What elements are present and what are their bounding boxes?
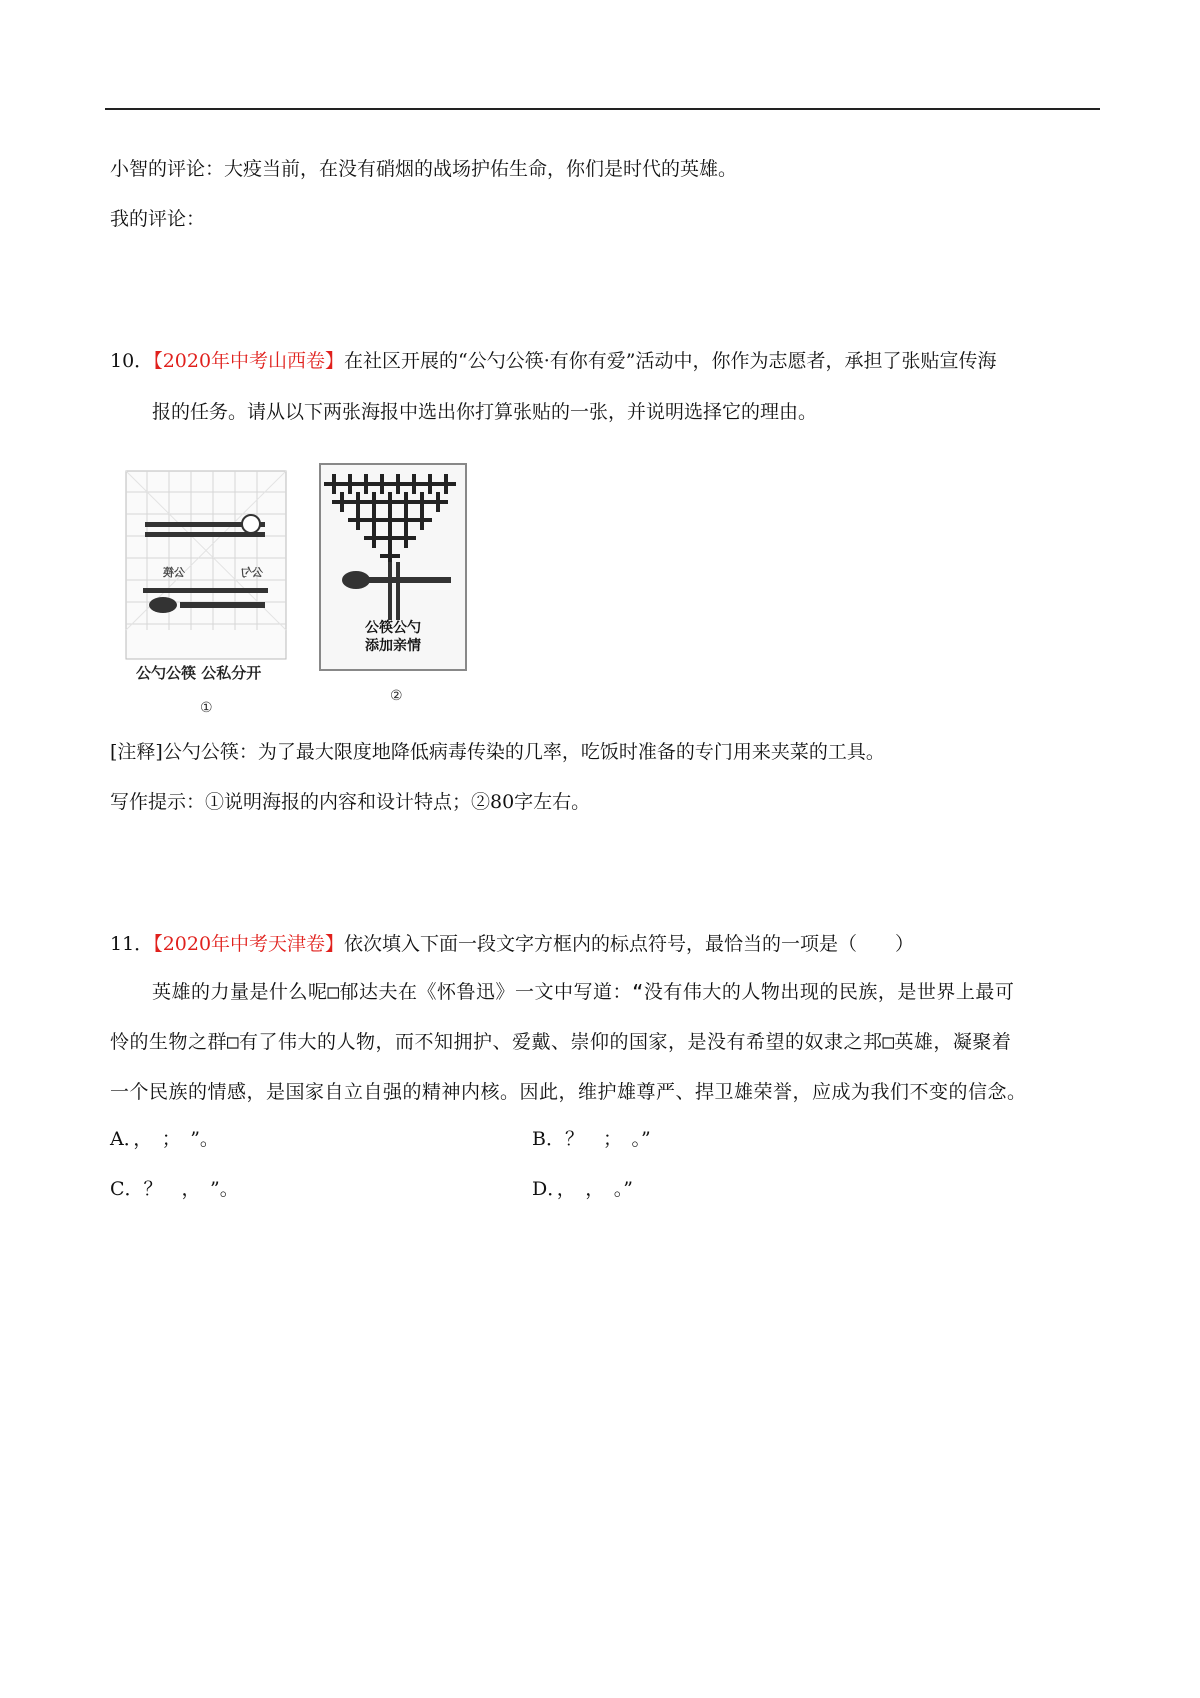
question-11-passage	[110, 967, 1100, 1117]
question-source: 【2020年中考天津卷】	[153, 933, 345, 955]
poster-1-image	[125, 470, 290, 660]
poster-2-slogan-line2: 添加亲情	[365, 638, 421, 654]
question-10-line2: 报的任务。请从以下两张海报中选出你打算张贴的一张，并说明选择它的理由。	[152, 401, 818, 423]
note-text: [注释]公勺公筷：为了最大限度地降低病毒传染的几率，吃饭时准备的专门用来夹菜的工具。	[110, 741, 885, 763]
poster-2-label: ②	[390, 688, 403, 704]
header-rule	[105, 108, 1100, 110]
poster-1-mirror-left: 公筷	[163, 566, 185, 579]
option-a[interactable]: A．， ； ”。	[110, 1128, 219, 1150]
poster-1-caption: 公勺公筷 公私分开	[136, 664, 262, 682]
poster-1-mirror-right: 公勺	[241, 566, 263, 579]
comment-mine: 我的评论：	[110, 208, 206, 230]
question-11-line1	[110, 930, 914, 958]
option-c[interactable]: C．？ ， ”。	[110, 1178, 239, 1200]
poster-2-slogan-line1: 公筷公勺	[365, 620, 421, 636]
question-number: 11．	[110, 933, 154, 955]
question-source: 【2020年中考山西卷】	[153, 350, 345, 372]
writing-hint: 写作提示：①说明海报的内容和设计特点；②80字左右。	[110, 791, 591, 813]
passage-line-2: 怜的生物之群□有了伟大的人物，而不知拥护、爱戴、崇仰的国家，是没有希望的奴隶之邦□英雄，凝聚着	[110, 1031, 1012, 1053]
question-text: 依次填入下面一段文字方框内的标点符号，最恰当的一项是（ ）	[344, 933, 915, 955]
question-text: 在社区开展的“公勺公筷·有你有爱”活动中，你作为志愿者，承担了张贴宣传海	[344, 350, 997, 372]
poster-2-image	[318, 462, 470, 674]
option-b[interactable]: B．？ ； 。”	[532, 1128, 651, 1150]
comment-xiaozhi: 小智的评论：大疫当前，在没有硝烟的战场护佑生命，你们是时代的英雄。	[110, 158, 738, 180]
question-10-line1	[110, 347, 997, 375]
poster-1-label: ①	[200, 700, 213, 716]
passage-line-1: 英雄的力量是什么呢□郁达夫在《怀鲁迅》一文中写道：“没有伟大的人物出现的民族，是世界上最可	[152, 981, 1015, 1003]
passage-line-3: 一个民族的情感，是国家自立自强的精神内核。因此，维护雄尊严、捍卫雄荣誉，应成为我们不变的信念。	[110, 1081, 1027, 1103]
option-d[interactable]: D．， ， 。”	[532, 1178, 633, 1200]
question-number: 10．	[110, 350, 154, 372]
